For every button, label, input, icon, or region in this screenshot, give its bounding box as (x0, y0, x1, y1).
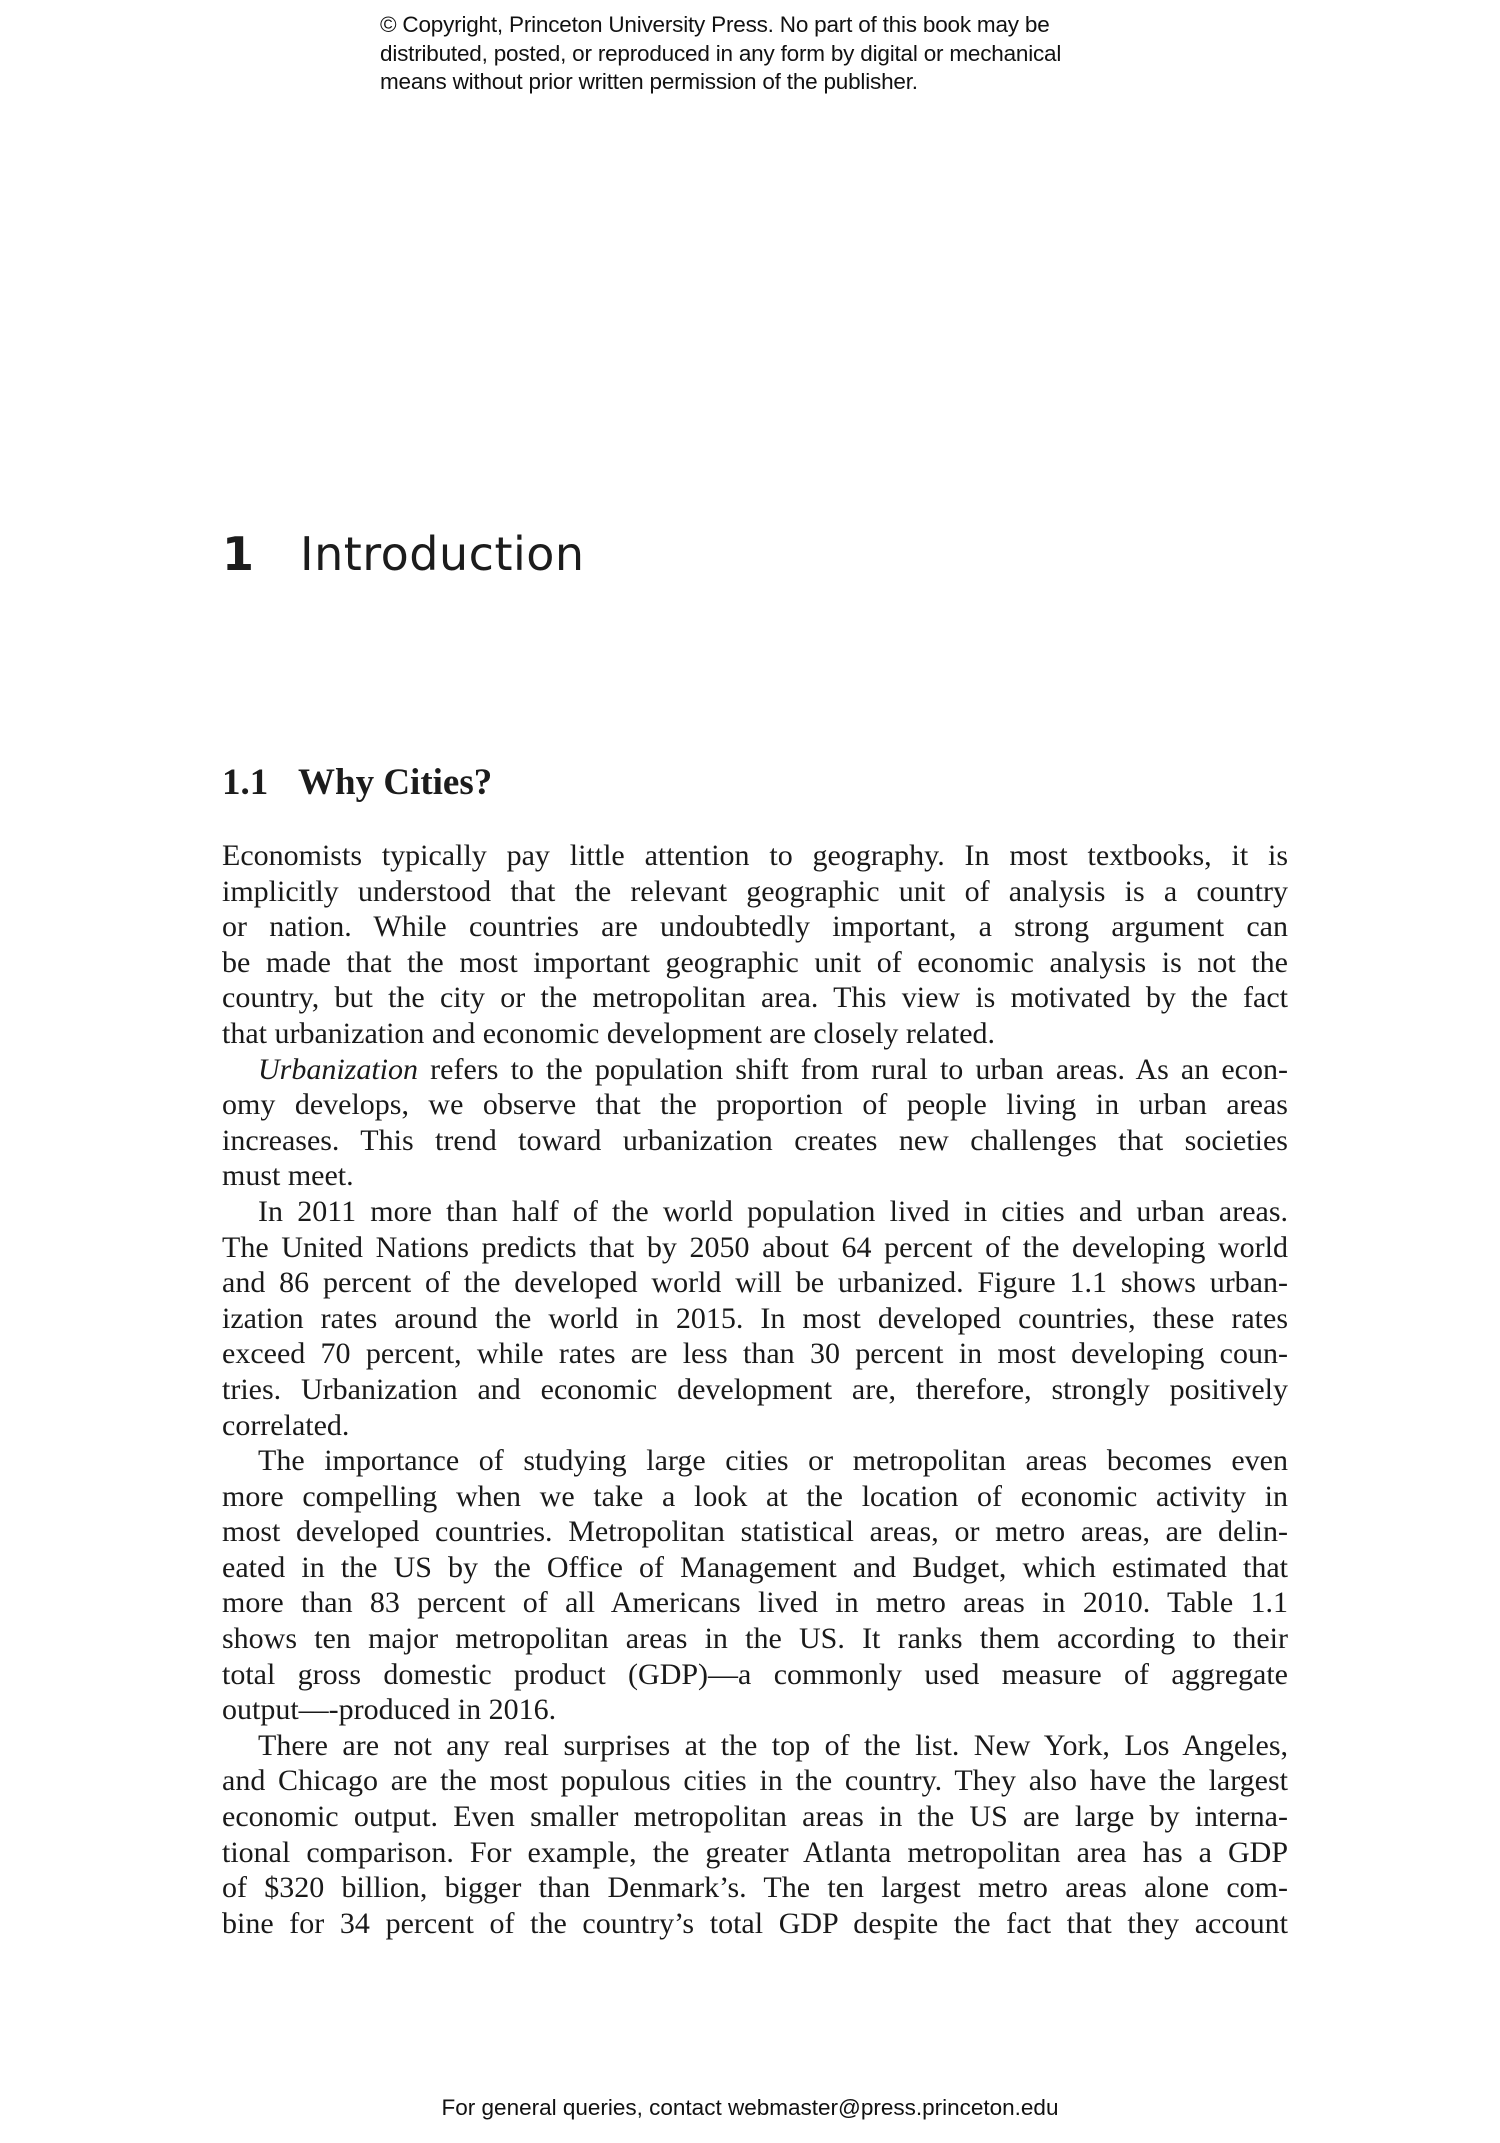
text-line: and Chicago are the most populous cities in the country. They also have the largest (222, 1764, 1288, 1798)
text-line: The importance of studying large cities or metropolitan areas becomes even (258, 1444, 1288, 1478)
text-line: total gross domestic product (GDP)—a commonly used measure of aggregate (222, 1657, 1288, 1691)
paragraph (222, 1443, 1288, 1728)
copyright-notice-line: means without prior written permission of the publisher. (380, 69, 918, 94)
copyright-notice-line: © Copyright, Princeton University Press. No part of this book may be (380, 12, 1050, 37)
section-number: 1.1 (222, 762, 269, 803)
text-line: bine for 34 percent of the country’s total GDP despite the fact that they account (222, 1906, 1288, 1940)
text-line: output—-produced in 2016. (222, 1693, 557, 1727)
paragraph (222, 1194, 1288, 1443)
text-line: implicitly understood that the relevant geographic unit of analysis is a country (222, 874, 1288, 908)
text-line: that urbanization and economic development are closely related. (222, 1016, 996, 1050)
text-line: country, but the city or the metropolitan area. This view is motivated by the fact (222, 981, 1288, 1015)
paragraph (222, 1728, 1288, 1942)
text-line: be made that the most important geographic unit of economic analysis is not the (222, 945, 1288, 979)
text-line: more compelling when we take a look at the location of economic activity in (222, 1479, 1288, 1513)
text-line: tries. Urbanization and economic development are, therefore, strongly positively (222, 1372, 1288, 1406)
text-line: most developed countries. Metropolitan statistical areas, or metro areas, are delin- (222, 1515, 1288, 1549)
section-title: Why Cities? (298, 762, 493, 803)
paragraph (222, 1052, 1288, 1194)
text-line: of $320 billion, bigger than Denmark’s. The ten largest metro areas alone com- (222, 1871, 1288, 1905)
text-line: correlated. (222, 1408, 350, 1442)
italic-term: Urbanization (258, 1052, 419, 1086)
text-line: more than 83 percent of all Americans lived in metro areas in 2010. Table 1.1 (222, 1586, 1288, 1620)
text-line: and 86 percent of the developed world will be urbanized. Figure 1.1 shows urban- (222, 1266, 1288, 1300)
chapter-title: Introduction (300, 527, 585, 581)
section-heading (222, 760, 492, 806)
text-line: economic output. Even smaller metropolitan areas in the US are large by interna- (222, 1800, 1288, 1834)
text-line: In 2011 more than half of the world population lived in cities and urban areas. (258, 1194, 1288, 1228)
text-line: tional comparison. For example, the greater Atlanta metropolitan area has a GDP (222, 1835, 1288, 1869)
text-line (222, 1052, 1288, 1088)
text-line: increases. This trend toward urbanization creates new challenges that societies (222, 1123, 1288, 1157)
text-line: There are not any real surprises at the top of the list. New York, Los Angeles, (258, 1728, 1288, 1762)
text-line: exceed 70 percent, while rates are less than 30 percent in most developing coun- (222, 1337, 1288, 1371)
text-run: refers to the population shift from rural to urban areas. As an econ- (418, 1052, 1288, 1086)
text-line: omy develops, we observe that the proportion of people living in urban areas (222, 1088, 1288, 1122)
paragraph (222, 838, 1288, 1052)
text-line: eated in the US by the Office of Management and Budget, which estimated that (222, 1550, 1288, 1584)
text-line: The United Nations predicts that by 2050 about 64 percent of the developing world (222, 1230, 1288, 1264)
body-text (222, 838, 1288, 1941)
text-line: Economists typically pay little attention to geography. In most textbooks, it is (222, 839, 1288, 872)
text-line: or nation. While countries are undoubtedly important, a strong argument can (222, 910, 1288, 944)
text-line: shows ten major metropolitan areas in the US. It ranks them according to their (222, 1622, 1288, 1656)
copyright-notice (380, 11, 1140, 97)
text-line: must meet. (222, 1159, 354, 1193)
contact-footer: For general queries, contact webmaster@press.princeton.edu (441, 2095, 1059, 2120)
text-line: ization rates around the world in 2015. In most developed countries, these rates (222, 1301, 1288, 1335)
chapter-number: 1 (222, 527, 255, 581)
chapter-heading (222, 524, 585, 584)
copyright-notice-line: distributed, posted, or reproduced in any form by digital or mechanical (380, 40, 1062, 66)
